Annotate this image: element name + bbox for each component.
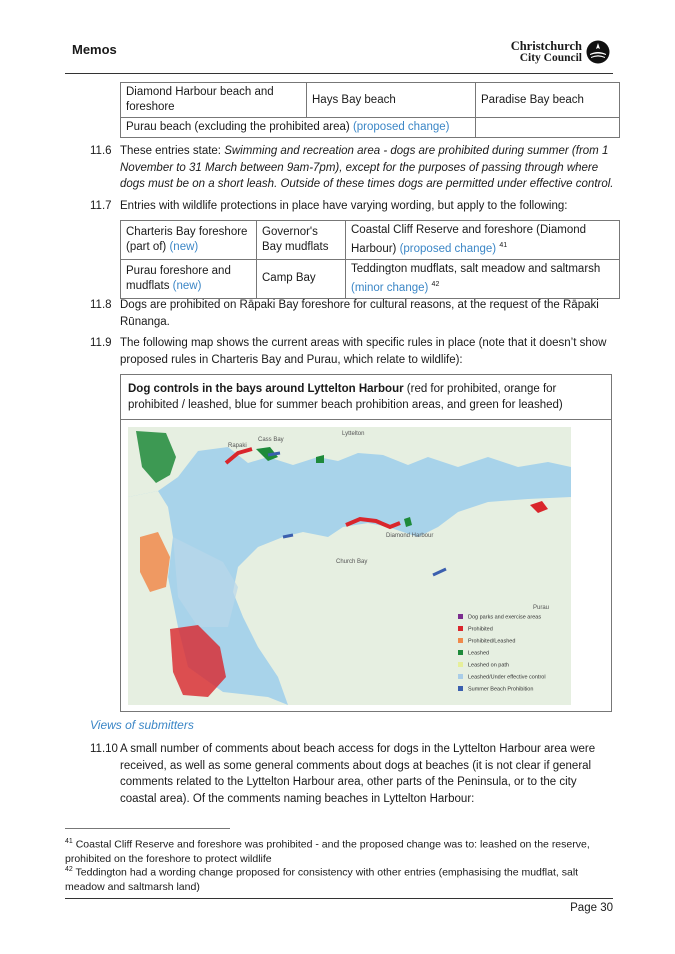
legend-label: Prohibited/Leashed <box>468 638 516 645</box>
paragraph-number: 11.8 <box>90 299 112 311</box>
map-label-rapaki: Rapaki <box>228 443 247 449</box>
beach-table <box>120 82 620 138</box>
legend-swatch <box>458 674 463 679</box>
map-label-purau: Purau <box>533 605 550 611</box>
footer-rule <box>65 898 613 899</box>
logo-line2: City Council <box>519 52 582 64</box>
footnote-42: $^{42}$ Teddington had a wording change proposed for consistency with other entries (emphasising the mudflat, salt meadow and saltmarsh land) <box>65 866 579 893</box>
paragraph-number: 11.10 <box>90 743 118 755</box>
paragraph-11-7: 11.7 Entries with wildlife protections in place have varying wording, but apply to the following: <box>90 198 615 215</box>
paragraph-11-6: 11.6 These entries state: Swimming and recreation area - dogs are prohibited during summer (from 1 November to 31 March between 9am-7pm), except for the purposes of passing through where dogs must be on a short leash. Outside of these times dogs are permitted under effective control. <box>90 145 614 190</box>
council-emblem-icon <box>586 40 610 64</box>
page-header <box>65 40 610 74</box>
table-cell: Paradise Bay beach <box>476 83 620 118</box>
council-logo <box>511 40 610 64</box>
legend-label: Leashed on path <box>468 662 509 669</box>
table-cell: Purau foreshore and mudflats (new) <box>121 259 257 298</box>
legend-label: Summer Beach Prohibition <box>468 686 534 693</box>
table-cell: Governor's Bay mudflats <box>257 221 346 260</box>
paragraph-number: 11.9 <box>90 337 112 349</box>
table-cell: Teddington mudflats, salt meadow and saltmarsh (minor change) $^{42}$ <box>346 259 620 298</box>
table-cell: Camp Bay <box>257 259 346 298</box>
map-label-diamond-harbour: Diamond Harbour <box>386 533 434 539</box>
legend-swatch <box>458 614 463 619</box>
header-rule <box>65 73 613 74</box>
table-cell: Charteris Bay foreshore (part of) (new) <box>121 221 257 260</box>
legend-swatch <box>458 626 463 631</box>
map-title: Dog controls in the bays around Lyttelton Harbour (red for prohibited, orange for prohibited / leashed, blue for summer beach prohibition areas, and green for leashed) <box>128 383 563 411</box>
map-figure <box>120 374 612 712</box>
paragraph-11-9: 11.9 The following map shows the current areas with specific rules in place (note that it doesn’t show proposed rules in Charteris Bay and Purau, which relate to wildlife): <box>90 337 607 366</box>
section-title: Memos <box>72 42 117 57</box>
change-note: (proposed change) <box>352 121 450 133</box>
rule-quote: Swimming and recreation area - dogs are prohibited during summer (from 1 November to 31 March between 9am-7pm), except for the purposes of passing through where dogs must be on a short leash. Outside of these times dogs are permitted under effective control. <box>120 145 614 190</box>
legend-swatch <box>458 686 463 691</box>
logo-line1: Christchurch <box>510 39 582 53</box>
paragraph-number: 11.7 <box>90 200 112 212</box>
section-heading: Views of submitters <box>90 718 194 732</box>
legend-label: Prohibited <box>468 626 493 633</box>
paragraph-11-10: 11.10 A small number of comments about beach access for dogs in the Lyttelton Harbour area were received, as well as some general comments about dogs at beaches (it is not clear if general comments related to the Lyttelton Harbour area, other parts of the Peninsula, or to the city coastal area). Of the comments naming beaches in Lyttelton Harbour: <box>90 743 596 805</box>
paragraph-11-8: 11.8 Dogs are prohibited on Rāpaki Bay foreshore for cultural reasons, at the request of the Rāpaki Rūnanga. <box>90 299 599 328</box>
page-number: Page 30 <box>570 902 613 914</box>
wildlife-table <box>120 220 620 299</box>
paragraph-number: 11.6 <box>90 145 112 157</box>
harbour-map <box>128 427 571 705</box>
map-label-church-bay: Church Bay <box>336 559 368 565</box>
footnote-rule <box>65 828 230 829</box>
legend-label: Dog parks and exercise areas <box>468 614 542 621</box>
legend-swatch <box>458 662 463 667</box>
table-cell: Coastal Cliff Reserve and foreshore (Diamond Harbour) (proposed change) $^{41}$ <box>346 221 620 260</box>
footnote-41: $^{41}$ Coastal Cliff Reserve and foreshore was prohibited - and the proposed change was to: leashed on the reserve, prohibited on the foreshore to protect wildlife <box>65 838 590 865</box>
table-cell: Purau beach (excluding the prohibited area) (proposed change) <box>121 118 476 138</box>
map-label-lyttelton: Lyttelton <box>342 431 365 437</box>
legend-label: Leashed <box>468 650 490 657</box>
table-cell: Hays Bay beach <box>307 83 476 118</box>
legend-label: Leashed/Under effective control <box>468 674 546 681</box>
legend-swatch <box>458 638 463 643</box>
legend-swatch <box>458 650 463 655</box>
table-cell-empty <box>476 118 620 138</box>
table-cell: Diamond Harbour beach and foreshore <box>121 83 307 118</box>
map-label-cass-bay: Cass Bay <box>258 437 284 443</box>
